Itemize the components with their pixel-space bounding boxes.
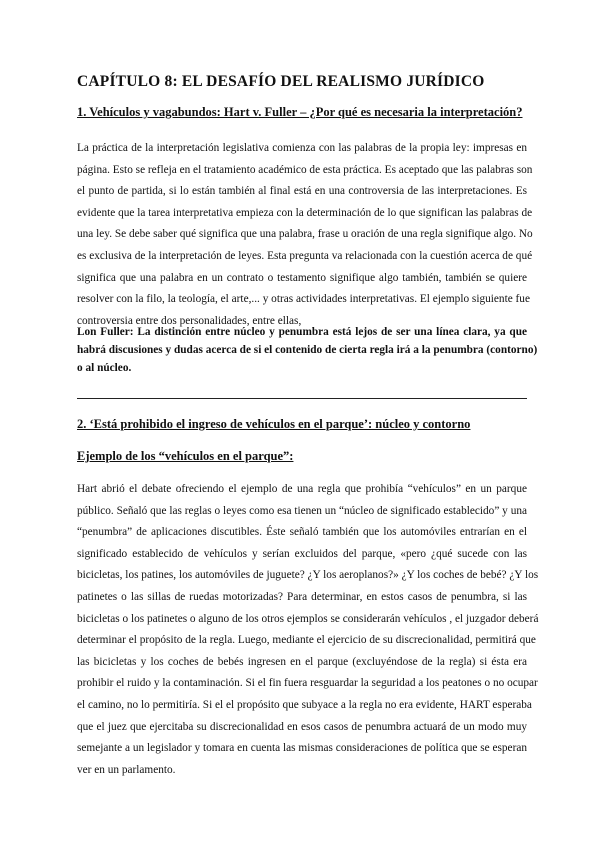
text-line: determinar el propósito de la regla. Luego, mediante el ejercicio de su discrecionalidad, permitirá que: [77, 634, 536, 647]
text-line: el camino, no lo permitiría. Si el el propósito que subyace a la regla no era evidente, HART esperaba: [77, 698, 532, 711]
text-line: “penumbra” de aplicaciones discutibles. Éste señaló también que los automóviles entrarían en el: [77, 526, 527, 539]
text-line: Hart abrió el debate ofreciendo el ejemplo de una regla que prohibía “vehículos” en un parque: [77, 483, 527, 495]
text-line: público. Señaló que las reglas o leyes como esa tienen un “núcleo de significado establecido” y una: [77, 504, 527, 517]
text-line: semejante a un legislador y tomara en cuenta las mismas consideraciones de política que se esperan: [77, 742, 527, 755]
text-line: Lon Fuller: La distinción entre núcleo y penumbra está lejos de ser una línea clara, ya que: [77, 326, 527, 338]
text-line: resolver con la filo, la teología, el arte,... y otras actividades interpretativas. El ejemplo siguiente fue: [77, 293, 530, 306]
chapter-title: CAPÍTULO 8: EL DESAFÍO DEL REALISMO JURÍDICO: [77, 73, 485, 90]
text-line: significado establecido de vehículos y serían excluidos del parque, «pero ¿qué sucede con las: [77, 547, 527, 560]
section-2-heading: 2. ‘Está prohibido el ingreso de vehículos en el parque’: núcleo y contorno: [77, 417, 471, 431]
text-line: bicicletas o los patinetes o alguno de los otros ejemplos se considerarán vehículos , el juzgador deberá: [77, 612, 539, 625]
section-2-subheading: Ejemplo de los “vehículos en el parque”:: [77, 449, 294, 463]
text-line: una ley. Se debe saber qué significa que una palabra, frase u oración de una regla signifique algo. No: [77, 228, 533, 241]
text-line: o al núcleo.: [77, 361, 132, 374]
section-1-heading: 1. Vehículos y vagabundos: Hart v. Fuller – ¿Por qué es necesaria la interpretación?: [77, 105, 523, 119]
text-line: controversia entre dos personalidades, entre ellas,: [77, 314, 302, 327]
horizontal-divider: [77, 398, 527, 399]
text-line: ver en un parlamento.: [77, 763, 176, 776]
section-2-paragraph: [77, 479, 539, 781]
text-line: habrá discusiones y dudas acerca de si el contenido de cierta regla irá a la penumbra (contorno): [77, 343, 538, 356]
text-line: patinetes o las sillas de ruedas motorizadas? Para determinar, en estos casos de penumbra, si las: [77, 590, 527, 603]
text-line: significa que una palabra en un contrato o testamento signifique algo también, también se quiere: [77, 271, 527, 284]
text-line: La práctica de la interpretación legislativa comienza con las palabras de la propia ley: impresas en: [77, 142, 527, 154]
text-line: que el juez que ejercitaba su discrecionalidad en esos casos de penumbra actuará de un modo muy: [77, 720, 527, 733]
fuller-quote: [77, 324, 538, 377]
text-line: es exclusiva de la interpretación de leyes. Esta pregunta va relacionada con la cuestión acerca de qué: [77, 249, 533, 262]
section-1-paragraph: [77, 138, 533, 332]
text-line: prohibir el ruido y la contaminación. Si el fin fuera resguardar la seguridad a los peatones o no ocupar: [77, 677, 538, 690]
text-line: página. Esto se refleja en el tratamiento académico de esta práctica. Es aceptado que las palabras son: [77, 163, 533, 176]
text-line: evidente que la tarea interpretativa empieza con la determinación de lo que significan las palabras de: [77, 206, 533, 219]
text-line: el punto de partida, si lo están también al final está en una controversia de las interpretaciones. Es: [77, 185, 527, 198]
text-line: las bicicletas y los coches de bebés ingresen en el parque (excluyéndose de la regla) si ésta era: [77, 655, 527, 668]
text-line: bicicletas, los patines, los automóviles de juguete? ¿Y los aeroplanos?» ¿Y los coches de bebé? ¿Y los: [77, 569, 539, 582]
